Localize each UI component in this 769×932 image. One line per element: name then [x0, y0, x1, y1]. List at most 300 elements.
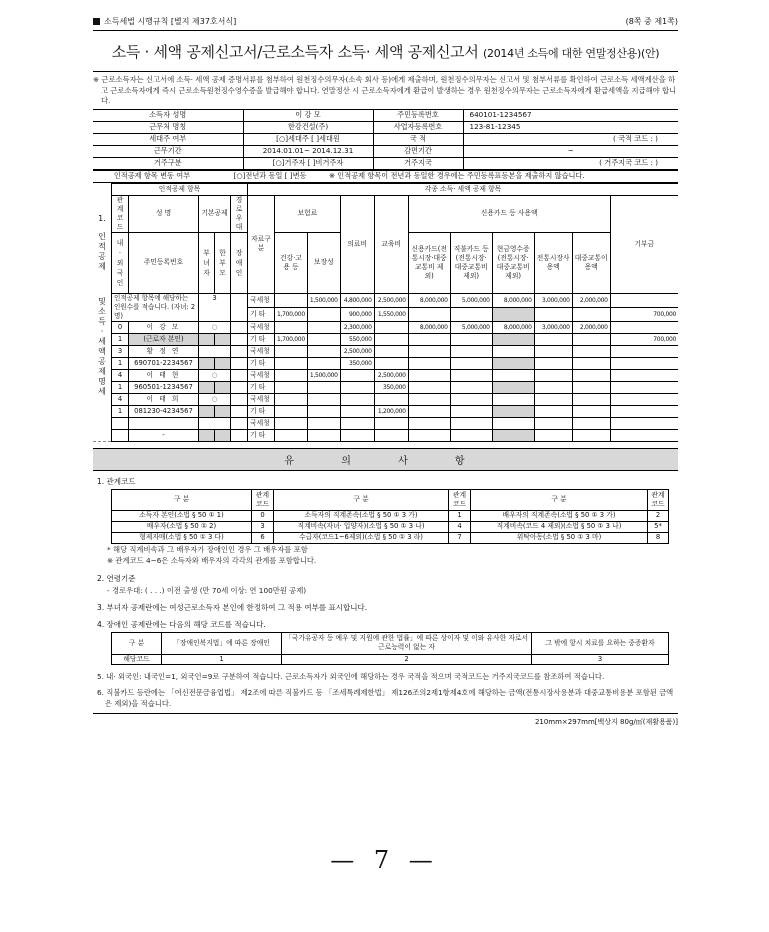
- dis-type-3: 그 밖에 항시 치료를 요하는 중증환자: [532, 632, 669, 654]
- relation-code: 4: [449, 521, 471, 532]
- amount-cell[interactable]: [450, 357, 492, 369]
- amount-cell[interactable]: [450, 417, 492, 429]
- relation-desc: 소득자 본인(소법 § 50 ① 1): [112, 510, 252, 521]
- amount-cell[interactable]: [307, 429, 340, 441]
- relation-code-header-cell: 관계코드: [648, 489, 669, 510]
- amount-cell[interactable]: [492, 333, 534, 345]
- col-insurance: 보험료: [275, 195, 341, 232]
- source-other: 기 타: [248, 333, 275, 345]
- dis-type-1: 「장애인복지법」에 따른 장애인: [162, 632, 282, 654]
- form-reference: [93, 16, 236, 27]
- amount-cell[interactable]: [307, 393, 340, 405]
- relation-desc: 형제자매(소법 § 50 ① 3 다): [112, 532, 252, 543]
- info-row-period: [93, 145, 678, 157]
- taxpayer-info-table: [93, 109, 678, 170]
- amount-cell[interactable]: [408, 405, 450, 417]
- amount-cell[interactable]: 5,000,000: [450, 293, 492, 307]
- amount-cell[interactable]: 8,000,000: [492, 293, 534, 307]
- amount-cell[interactable]: [340, 429, 374, 441]
- col-relation-code: 관계코드: [112, 195, 129, 232]
- amount-cell[interactable]: [340, 405, 374, 417]
- amount-cell[interactable]: [572, 307, 610, 321]
- personal-deduction-header: 인적공제 항목: [112, 183, 248, 195]
- residency-checkbox[interactable]: [○]거주자 [ ]비거주자: [243, 157, 373, 169]
- amount-cell[interactable]: [610, 381, 678, 393]
- person-rrn-cell[interactable]: 960501-1234567: [129, 381, 199, 393]
- amount-cell[interactable]: [534, 417, 572, 429]
- amount-cell[interactable]: [307, 357, 340, 369]
- amount-cell[interactable]: [340, 393, 374, 405]
- paper-spec: 210mm×297mm[백상지 80g/㎡(재활용품)]: [93, 713, 678, 727]
- amount-cell[interactable]: [450, 381, 492, 393]
- amount-cell[interactable]: [307, 405, 340, 417]
- amount-cell[interactable]: [534, 357, 572, 369]
- woman-cell[interactable]: [199, 333, 215, 345]
- page-of-count: (8쪽 중 제1쪽): [625, 17, 678, 26]
- amount-cell[interactable]: 2,300,000: [340, 321, 374, 333]
- amount-cell[interactable]: [275, 369, 308, 381]
- relation-code-row: [112, 521, 669, 532]
- woman-cell[interactable]: [199, 405, 215, 417]
- amount-cell[interactable]: [374, 417, 408, 429]
- amount-cell[interactable]: 1,700,000: [275, 307, 308, 321]
- amount-cell[interactable]: [610, 321, 678, 333]
- amount-cell[interactable]: [450, 393, 492, 405]
- amount-cell[interactable]: [492, 357, 534, 369]
- notes-heading: 유 의 사 항: [93, 448, 678, 471]
- nationality-code-field[interactable]: ( 국적 코드 : ): [463, 133, 678, 145]
- relation-gubun-header: 구 분: [274, 489, 449, 510]
- source-nts: 국세청: [248, 393, 275, 405]
- relation-desc: 배우자의 직계존속(소법 § 50 ① 3 가): [471, 510, 648, 521]
- amount-cell[interactable]: [275, 405, 308, 417]
- relation-code: 3: [252, 521, 274, 532]
- single-parent-cell[interactable]: [215, 357, 231, 369]
- basic-deduction-cell[interactable]: ○: [199, 393, 231, 405]
- amount-cell[interactable]: 2,500,000: [374, 369, 408, 381]
- amount-cell[interactable]: [408, 393, 450, 405]
- amount-cell[interactable]: [534, 393, 572, 405]
- source-nts: 국세청: [248, 369, 275, 381]
- relation-desc: 배우자(소법 § 50 ① 2): [112, 521, 252, 532]
- form-notice: ※ 근로소득자는 신고서에 소득· 세액 공제 증명서류를 첨부하여 원천징수의무자(소속 회사 등)에게 제출하며, 원천징수의무자는 신고서 및 첨부서류를 확인하여 근로소득 세액계산을 하고 근로소득자에게 즉시 근로소득원천징수영수증을 발급해야 합니다. 연말정산 시 근로소득자에게 환급이 발생하는 경우 원천징수의무자는 근로소득자에게 환급세액을 지급해야 합니다.: [93, 75, 677, 105]
- person-row-nts: [93, 393, 678, 405]
- summary-elder-count[interactable]: [231, 293, 248, 321]
- relation-desc: 위탁아동(소법 § 50 ① 3 마): [471, 532, 648, 543]
- person-rrn-cell[interactable]: (근로자 본인): [129, 333, 199, 345]
- info-row-name: [93, 109, 678, 121]
- amount-cell[interactable]: [610, 393, 678, 405]
- col-medical: 의료비: [340, 195, 374, 293]
- source-other: 기 타: [248, 357, 275, 369]
- source-nts: 국세청: [248, 321, 275, 333]
- col-donation: 기부금: [610, 195, 678, 293]
- amount-cell[interactable]: [374, 321, 408, 333]
- col-single-parent: 한부모: [219, 248, 226, 277]
- single-parent-cell[interactable]: [215, 333, 231, 345]
- change-row-table: [93, 170, 678, 183]
- col-name: 성 명: [129, 195, 199, 232]
- amount-cell[interactable]: 2,000,000: [572, 293, 610, 307]
- notes-s5: 5. 내· 외국인: 내국인=1, 외국인=9로 구분하여 적습니다. 근로소득자가 외국인에 해당하는 경우 국적을 적으며 국적코드는 거주지국코드를 참조하여 적습니다.: [97, 671, 605, 681]
- person-row-other: [93, 357, 678, 369]
- amount-cell[interactable]: [408, 381, 450, 393]
- person-name-cell[interactable]: 이 태 현: [129, 369, 199, 381]
- amount-cell[interactable]: [534, 405, 572, 417]
- elder-cell[interactable]: [231, 417, 248, 429]
- amount-cell[interactable]: [492, 393, 534, 405]
- nationality-label: 국 적: [373, 133, 463, 145]
- single-parent-cell[interactable]: [215, 429, 231, 441]
- notes-s1-note1: * 해당 직계비속과 그 배우자가 장애인인 경우 그 배우자를 포함: [107, 544, 308, 554]
- relation-code: 8: [648, 532, 669, 543]
- amount-cell[interactable]: [534, 333, 572, 345]
- amount-cell[interactable]: 2,500,000: [340, 345, 374, 357]
- relation-code-header: [112, 489, 669, 510]
- disabled-cell[interactable]: [231, 381, 248, 393]
- col-rrn: 주민등록번호: [129, 232, 199, 293]
- amount-cell[interactable]: [572, 333, 610, 345]
- amount-cell[interactable]: [340, 369, 374, 381]
- relation-code: 2: [648, 510, 669, 521]
- col-nationality: 내·외국인: [116, 238, 124, 287]
- bizno-label: 사업자등록번호: [373, 121, 463, 133]
- col-card-group: 신용카드 등 사용액: [408, 195, 610, 232]
- header-row-1: [93, 183, 678, 195]
- nationality-cell[interactable]: 1: [112, 381, 129, 393]
- amount-cell[interactable]: [374, 357, 408, 369]
- person-name-cell[interactable]: 이 강 모: [129, 321, 199, 333]
- source-nts: 국세청: [248, 417, 275, 429]
- relation-code-row: [112, 510, 669, 521]
- notes-s2-text: - 경로우대: ( . . .) 이전 출생 (만 70세 이상: 연 100만원 공제): [107, 585, 307, 595]
- col-market: 전통시장사용액: [534, 232, 572, 293]
- name-value[interactable]: 이 강 모: [243, 109, 373, 121]
- amount-cell[interactable]: [534, 307, 572, 321]
- single-parent-cell[interactable]: [215, 405, 231, 417]
- side-label-bottom: [93, 293, 112, 441]
- amount-cell[interactable]: [450, 369, 492, 381]
- amount-cell[interactable]: [374, 333, 408, 345]
- basic-deduction-cell[interactable]: [199, 417, 231, 429]
- amount-cell[interactable]: [572, 381, 610, 393]
- basic-deduction-cell[interactable]: ○: [199, 369, 231, 381]
- amount-cell[interactable]: [275, 321, 308, 333]
- source-nts: 국세청: [248, 345, 275, 357]
- amount-cell[interactable]: 4,800,000: [340, 293, 374, 307]
- reduction-value[interactable]: ~: [463, 145, 678, 157]
- col-cash: 현금영수증(전통시장·대중교통비 제외): [492, 232, 534, 293]
- amount-cell[interactable]: [408, 357, 450, 369]
- disabled-cell[interactable]: [231, 333, 248, 345]
- relation-desc: 직계비속(자녀· 입양자)(소법 § 50 ① 3 나): [274, 521, 449, 532]
- nationality-cell[interactable]: 1: [112, 333, 129, 345]
- source-nts: 국세청: [248, 293, 275, 307]
- amount-cell[interactable]: [610, 369, 678, 381]
- relation-code-row: [112, 532, 669, 543]
- relation-code: 0: [252, 510, 274, 521]
- name-label: 소득자 성명: [93, 109, 243, 121]
- amount-cell[interactable]: 1,200,000: [374, 405, 408, 417]
- relation-gubun-header: 구 분: [471, 489, 648, 510]
- relation-code-cell[interactable]: [112, 417, 129, 429]
- amount-cell[interactable]: [450, 333, 492, 345]
- amount-cell[interactable]: 700,000: [610, 333, 678, 345]
- elder-cell[interactable]: [231, 393, 248, 405]
- deduction-table: [93, 183, 678, 442]
- side-label-top: [93, 183, 112, 293]
- woman-cell[interactable]: [199, 429, 215, 441]
- amount-cell[interactable]: 900,000: [340, 307, 374, 321]
- relation-code-cell[interactable]: 0: [112, 321, 129, 333]
- disability-code-row: [112, 654, 669, 664]
- woman-cell[interactable]: [199, 357, 215, 369]
- dis-code-2: 2: [282, 654, 532, 664]
- householder-checkbox[interactable]: [○]세대주 [ ]세대원: [243, 133, 373, 145]
- elder-cell[interactable]: [231, 321, 248, 333]
- amount-cell[interactable]: [572, 417, 610, 429]
- source-other: 기 타: [248, 405, 275, 417]
- amount-cell[interactable]: 350,000: [374, 381, 408, 393]
- source-other: 기 타: [248, 381, 275, 393]
- person-rrn-cell[interactable]: 081230-4234567: [129, 405, 199, 417]
- amount-cell[interactable]: [408, 307, 450, 321]
- amount-cell[interactable]: 2,000,000: [572, 321, 610, 333]
- amount-cell[interactable]: [408, 333, 450, 345]
- change-checkbox[interactable]: [○]전년과 동일 [ ]변동: [211, 170, 329, 182]
- amount-cell[interactable]: [610, 417, 678, 429]
- amount-cell[interactable]: [307, 417, 340, 429]
- rrn-value[interactable]: 640101-1234567: [463, 109, 678, 121]
- amount-cell[interactable]: [492, 345, 534, 357]
- single-parent-cell[interactable]: [215, 381, 231, 393]
- amount-cell[interactable]: [275, 293, 308, 307]
- summary-count-label: 인적공제 항목에 해당하는 인원수를 적습니다. (자녀: 2 명): [112, 293, 199, 321]
- basic-deduction-cell[interactable]: ○: [199, 321, 231, 333]
- relation-code: 5*: [648, 521, 669, 532]
- amount-cell[interactable]: [408, 345, 450, 357]
- amount-cell[interactable]: 1,700,000: [275, 333, 308, 345]
- person-rrn-cell[interactable]: 690701-2234567: [129, 357, 199, 369]
- amount-cell[interactable]: [534, 345, 572, 357]
- relation-desc: 소득자의 직계존속(소법 § 50 ① 3 가): [274, 510, 449, 521]
- amount-cell[interactable]: [340, 417, 374, 429]
- amount-cell[interactable]: [572, 369, 610, 381]
- form-title-main: 소득 · 세액 공제신고서/근로소득자 소득· 세액 공제신고서: [111, 43, 479, 61]
- amount-cell[interactable]: 8,000,000: [408, 321, 450, 333]
- workplace-label: 근무처 명칭: [93, 121, 243, 133]
- amount-cell[interactable]: 350,000: [340, 357, 374, 369]
- amount-cell[interactable]: 8,000,000: [492, 321, 534, 333]
- amount-cell[interactable]: [572, 357, 610, 369]
- relation-code-cell[interactable]: 4: [112, 393, 129, 405]
- col-transit: 대중교통이용액: [572, 232, 610, 293]
- square-bullet-icon: [93, 18, 100, 25]
- amount-cell[interactable]: [450, 405, 492, 417]
- disability-code-table: [111, 632, 669, 665]
- amount-cell[interactable]: [610, 345, 678, 357]
- basic-deduction-cell[interactable]: [199, 345, 231, 357]
- amount-cell[interactable]: [408, 429, 450, 441]
- person-name-cell[interactable]: [129, 417, 199, 429]
- period-label: 근무기간: [93, 145, 243, 157]
- residency-label: 거주구분: [93, 157, 243, 169]
- summary-basic-count[interactable]: 3: [199, 293, 231, 321]
- summary-row-nts: [93, 293, 678, 307]
- amount-cell[interactable]: [534, 381, 572, 393]
- amount-cell[interactable]: [610, 429, 678, 441]
- form-title-sub: (2014년 소득에 대한 연말정산용)(안): [483, 47, 660, 60]
- amount-cell[interactable]: [307, 381, 340, 393]
- info-row-householder: [93, 133, 678, 145]
- source-other: 기 타: [248, 307, 275, 321]
- amount-cell[interactable]: [275, 429, 308, 441]
- nationality-cell[interactable]: 1: [112, 357, 129, 369]
- amount-cell[interactable]: 3,000,000: [534, 293, 572, 307]
- amount-cell[interactable]: [572, 429, 610, 441]
- col-source: 자료구분: [248, 195, 275, 293]
- amount-cell[interactable]: [492, 307, 534, 321]
- disabled-cell[interactable]: [231, 357, 248, 369]
- relation-code-cell[interactable]: 4: [112, 369, 129, 381]
- col-credit: 신용카드(전통시장·대중교통비 제외): [408, 232, 450, 293]
- relation-code: 7: [449, 532, 471, 543]
- amount-cell[interactable]: [534, 369, 572, 381]
- amount-cell[interactable]: 8,000,000: [408, 293, 450, 307]
- amount-cell[interactable]: [408, 369, 450, 381]
- relation-code: 6: [252, 532, 274, 543]
- bizno-value[interactable]: 123-81-12345: [463, 121, 678, 133]
- amount-cell[interactable]: [374, 345, 408, 357]
- form-title: [93, 31, 678, 72]
- amount-cell[interactable]: [340, 381, 374, 393]
- amount-cell[interactable]: [374, 429, 408, 441]
- amount-cell[interactable]: [374, 393, 408, 405]
- amount-cell[interactable]: 1,550,000: [374, 307, 408, 321]
- amount-cell[interactable]: [572, 393, 610, 405]
- amount-cell[interactable]: [534, 429, 572, 441]
- info-row-workplace: [93, 121, 678, 133]
- amount-cell[interactable]: [492, 417, 534, 429]
- relation-desc: 직계비속(코드 4 제외)(소법 § 50 ① 3 나): [471, 521, 648, 532]
- dis-type-2: 「국가유공자 등 예우 및 지원에 관한 법률」에 따른 상이자 및 이와 유사한 자로서 근로능력이 없는 자: [282, 632, 532, 654]
- disabled-cell[interactable]: [231, 429, 248, 441]
- relation-code-header-cell: 관계코드: [252, 489, 274, 510]
- amount-cell[interactable]: [450, 345, 492, 357]
- notes-s6: 6. 직불카드 등란에는 「여신전문금융업법」 제2조에 따른 직불카드 등 「조세특례제한법」 제126조의2제1항제4호에 해당하는 금액(전통시장사용분과 대중교통비용분 포함된 금액은 제외)을 적습니다.: [97, 688, 674, 708]
- amount-cell[interactable]: [492, 369, 534, 381]
- person-row-other: [93, 333, 678, 345]
- notes-s3: 3. 부녀자 공제란에는 여성근로소득자 본인에 한정하여 그 적용 여부를 표시합니다.: [97, 602, 368, 612]
- amount-cell[interactable]: [275, 357, 308, 369]
- source-other: 기 타: [248, 429, 275, 441]
- amount-cell[interactable]: 700,000: [610, 307, 678, 321]
- dis-code-label: 해당코드: [112, 654, 162, 664]
- header-row-2: [93, 195, 678, 232]
- amount-cell[interactable]: 550,000: [340, 333, 374, 345]
- woman-cell[interactable]: [199, 381, 215, 393]
- amount-cell[interactable]: 1,500,000: [307, 293, 340, 307]
- nationality-cell[interactable]: 1: [112, 405, 129, 417]
- amount-cell[interactable]: [492, 381, 534, 393]
- dis-code-1: 1: [162, 654, 282, 664]
- amount-cell[interactable]: [307, 345, 340, 357]
- amount-cell[interactable]: 5,000,000: [450, 321, 492, 333]
- amount-cell[interactable]: [572, 405, 610, 417]
- amount-cell[interactable]: [610, 357, 678, 369]
- disability-header-row: [112, 632, 669, 654]
- col-debit: 직불카드 등(전통시장·대중교통비 제외): [450, 232, 492, 293]
- relation-gubun-header: 구 분: [112, 489, 252, 510]
- amount-cell[interactable]: [275, 417, 308, 429]
- amount-cell[interactable]: [450, 307, 492, 321]
- info-row-change: [93, 170, 678, 182]
- person-rrn-cell[interactable]: -: [129, 429, 199, 441]
- amount-cell[interactable]: [492, 405, 534, 417]
- elder-cell[interactable]: [231, 369, 248, 381]
- amount-cell[interactable]: [275, 393, 308, 405]
- amount-cell[interactable]: [450, 429, 492, 441]
- relation-code-table: [111, 489, 669, 544]
- period-value[interactable]: 2014.01.01~ 2014.12.31: [243, 145, 373, 157]
- amount-cell[interactable]: [492, 429, 534, 441]
- amount-cell[interactable]: [572, 345, 610, 357]
- person-row-nts: [93, 369, 678, 381]
- elder-cell[interactable]: [231, 345, 248, 357]
- amount-cell[interactable]: [275, 381, 308, 393]
- person-name-cell[interactable]: 이 태 희: [129, 393, 199, 405]
- notes-s1-title: 1. 관계코드: [97, 476, 136, 486]
- amount-cell[interactable]: 2,500,000: [374, 293, 408, 307]
- relation-code-cell[interactable]: 3: [112, 345, 129, 357]
- person-row-nts: [93, 345, 678, 357]
- relation-code-header-cell: 관계코드: [449, 489, 471, 510]
- amount-cell[interactable]: [307, 307, 340, 321]
- relation-desc: 수급자(코드1~6제외)(소법 § 50 ① 3 라): [274, 532, 449, 543]
- householder-label: 세대주 여부: [93, 133, 243, 145]
- disabled-cell[interactable]: [231, 405, 248, 417]
- person-row-other: [93, 405, 678, 417]
- tax-form-page: [93, 16, 678, 727]
- relation-code: 1: [449, 510, 471, 521]
- change-label: 인적공제 항목 변동 여부: [93, 170, 211, 182]
- amount-cell[interactable]: [307, 333, 340, 345]
- col-health: 건강·고용 등: [275, 232, 308, 293]
- section-number: 1.: [98, 214, 106, 223]
- col-basic: 기본공제: [199, 195, 231, 232]
- amount-cell[interactable]: [275, 345, 308, 357]
- residence-country-code-field[interactable]: ( 거주지국 코드 : ): [463, 157, 678, 169]
- col-protect: 보장성: [307, 232, 340, 293]
- notes-s4-title: 4. 장애인 공제란에는 다음의 해당 코드를 적습니다.: [97, 619, 266, 629]
- nationality-cell[interactable]: [112, 429, 129, 441]
- person-name-cell[interactable]: 황 정 연: [129, 345, 199, 357]
- workplace-value[interactable]: 한강건설(주): [243, 121, 373, 133]
- amount-cell[interactable]: [307, 321, 340, 333]
- person-row-nts: [93, 417, 678, 429]
- amount-cell[interactable]: 3,000,000: [534, 321, 572, 333]
- amount-cell[interactable]: [408, 417, 450, 429]
- rrn-label: 주민등록번호: [373, 109, 463, 121]
- page-number: — 7 —: [330, 846, 439, 874]
- amount-cell[interactable]: 1,500,000: [307, 369, 340, 381]
- amount-cell[interactable]: [610, 293, 678, 307]
- col-disabled: 장애인: [235, 248, 243, 277]
- side-label-personal: 인적공제: [98, 232, 106, 271]
- person-row-other: [93, 381, 678, 393]
- amount-cell[interactable]: [610, 405, 678, 417]
- col-woman: 부녀자: [203, 248, 210, 277]
